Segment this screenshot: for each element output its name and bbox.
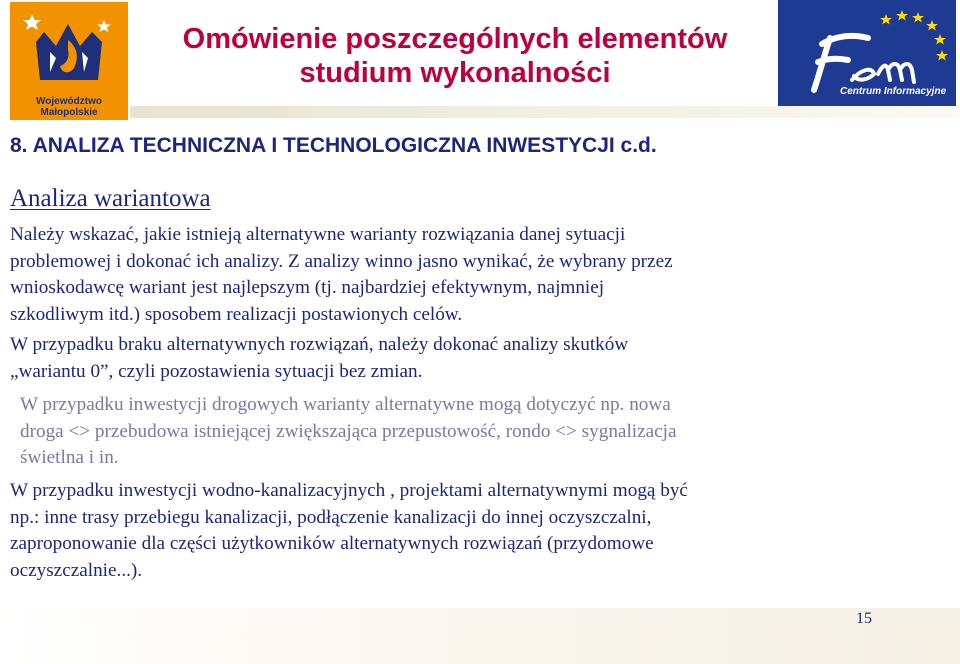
malopolska-logo — [10, 2, 128, 120]
paragraph-line: np.: inne trasy przebiegu kanalizacji, podłączenie kanalizacji do innej oczyszczalni, — [10, 506, 652, 528]
paragraph-line: „wariantu 0”, czyli pozostawienia sytuacji bez zmian. — [10, 360, 423, 382]
paragraph-line: szkodliwym itd.) sposobem realizacji postawionych celów. — [10, 303, 463, 325]
page-title — [140, 22, 770, 90]
footer-band — [0, 608, 960, 664]
paragraph-line: zaproponowanie dla części użytkowników alternatywnych rozwiązań (przydomowe — [10, 533, 654, 554]
fem-logo — [778, 0, 956, 110]
logo-right-caption: Centrum Informacyjne — [840, 86, 947, 97]
logo-left-caption-line2: Małopolskie — [40, 107, 98, 118]
paragraph-line: oczyszczalnie...). — [10, 559, 143, 581]
paragraph-line: problemowej i dokonać ich analizy. Z analizy winno jasno wynikać, że wybrany przez — [10, 250, 673, 272]
title-line-1: Omówienie poszczególnych elementów — [182, 23, 728, 55]
header-divider-band — [130, 106, 960, 118]
paragraph-2 — [10, 332, 628, 385]
paragraph-4 — [10, 478, 688, 584]
title-line-2: studium wykonalności — [299, 57, 611, 89]
paragraph-line: świetlna i in. — [20, 447, 119, 468]
paragraph-line: W przypadku braku alternatywnych rozwiązań, należy dokonać analizy skutków — [10, 334, 629, 355]
paragraph-line: Należy wskazać, jakie istnieją alternatywne warianty rozwiązania danej sytuacji — [10, 224, 626, 245]
paragraph-line: W przypadku inwestycji drogowych warianty alternatywne mogą dotyczyć np. nowa — [20, 394, 671, 415]
page-number: 15 — [856, 610, 872, 627]
logo-left-caption-line1: Województwo — [36, 96, 102, 107]
paragraph-line: W przypadku inwestycji wodno-kanalizacyjnych , projektami alternatywnymi mogą być — [10, 480, 688, 501]
paragraph-line: wnioskodawcę wariant jest najlepszym (tj. najbardziej efektywnym, najmniej — [10, 277, 605, 298]
subheading: Analiza wariantowa — [10, 185, 211, 212]
paragraph-line: droga <> przebudowa istniejącej zwiększająca przepustowość, rondo <> sygnalizacja — [20, 420, 677, 442]
paragraph-3 — [20, 392, 677, 472]
paragraph-1 — [10, 222, 673, 328]
section-heading: 8. ANALIZA TECHNICZNA I TECHNOLOGICZNA INWESTYCJI c.d. — [10, 134, 657, 157]
